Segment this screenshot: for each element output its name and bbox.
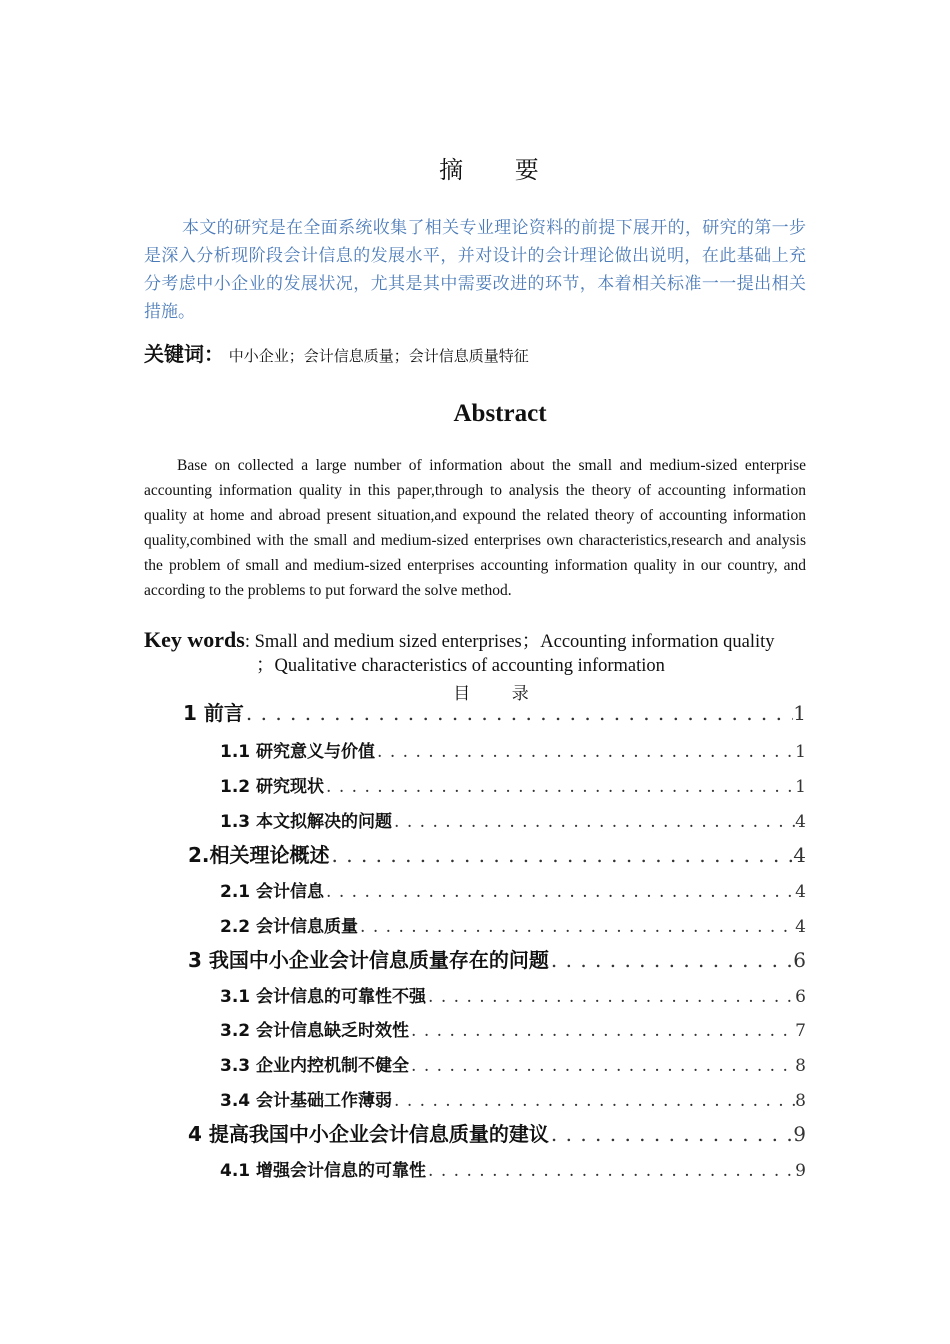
toc-entry[interactable] [220,1016,806,1041]
toc-entry-label: 3 我国中小企业会计信息质量存在的问题 [188,948,549,972]
toc-entry-page: 4 [795,882,806,902]
toc-entry[interactable] [220,982,806,1007]
toc-leader [426,1161,795,1181]
toc-entry-page: 4 [795,917,806,937]
toc-entry[interactable] [188,944,806,973]
toc-leader [324,777,795,797]
toc-entry-label: 3.4 会计基础工作薄弱 [220,1091,393,1111]
toc-leader [392,1091,795,1111]
toc-entry-page: 9 [793,1122,806,1146]
toc-entry[interactable] [220,737,806,762]
toc-entry-page: 1 [795,742,806,762]
toc-entry-label: 4.1 增强会计信息的可靠性 [220,1161,427,1181]
toc-leader [426,987,795,1007]
toc-entry[interactable] [188,839,806,868]
toc-entry-page: 8 [795,1056,806,1076]
keywords-en-label: Key words [144,627,245,652]
toc-entry-label: 3.3 企业内控机制不健全 [220,1056,410,1076]
abstract-en-title: Abstract [453,400,547,427]
toc-leader [324,882,795,902]
abstract-en-body: Base on collected a large number of information about the small and medium-sized enterprise accounting information quality in this paper,through to analysis the theory of accounting information quality at home and abroad present situation,and expound the related theory of accounting information quality,combined with the small and medium-sized enterprises own characteristics,research and analysis the problem of small and medium-sized enterprises accounting information quality in our country, and according to the problems to put forward the solve method. [144,457,806,599]
toc-entry[interactable] [220,772,806,797]
keywords-cn [144,338,806,367]
toc-entry[interactable] [220,1156,806,1181]
toc-entry-label: 3.1 会计信息的可靠性不强 [220,987,427,1007]
toc-leader [549,948,793,972]
toc-entry[interactable] [220,1086,806,1111]
toc-entry-label: 1.2 研究现状 [220,777,325,797]
toc-entry-page: 4 [793,843,806,867]
toc-leader [409,1056,795,1076]
toc-entry-label: 2.2 会计信息质量 [220,917,359,937]
keywords-en [144,628,806,678]
toc-entry-page: 7 [795,1021,806,1041]
toc-leader [330,843,794,867]
toc-entry[interactable] [220,912,806,937]
toc-entry-page: 1 [793,701,806,725]
toc-entry-label: 2.相关理论概述 [188,843,330,867]
toc-entry-label: 3.2 会计信息缺乏时效性 [220,1021,410,1041]
toc-leader [392,812,795,832]
toc-entry[interactable] [220,877,806,902]
toc-entry-page: 8 [795,1091,806,1111]
keywords-cn-label: 关键词： [144,342,224,366]
toc-entry-page: 6 [793,948,806,972]
toc-entry-page: 9 [795,1161,806,1181]
toc-entry-label: 2.1 会计信息 [220,882,325,902]
toc-leader [409,1021,795,1041]
toc-entry-label: 1.3 本文拟解决的问题 [220,812,393,832]
keywords-cn-text: 中小企业；会计信息质量；会计信息质量特征 [228,347,529,365]
toc-entry[interactable] [183,697,806,726]
toc-title: 目 录 [453,684,547,704]
toc-entry-page: 4 [795,812,806,832]
toc-entry-label: 1 前言 [183,701,244,725]
keywords-en-line1: : Small and medium sized enterprises；Accounting information quality [244,632,775,652]
toc-entry[interactable] [188,1118,806,1147]
toc-entry[interactable] [220,807,806,832]
abstract-cn-body: 本文的研究是在全面系统收集了相关专业理论资料的前提下展开的，研究的第一步是深入分析现阶段会计信息的发展水平，并对设计的会计理论做出说明，在此基础上充分考虑中小企业的发展状况，尤其是其中需要改进的环节，本着相关标准一一提出相关措施。 [144,218,806,322]
keywords-en-line2: ；Qualitative characteristics of accounting information [256,656,665,676]
toc-entry[interactable] [220,1051,806,1076]
toc-leader [375,742,795,762]
abstract-cn-title: 摘 要 [439,156,561,184]
toc-entry-label: 4 提高我国中小企业会计信息质量的建议 [188,1122,549,1146]
toc-entry-page: 1 [795,777,806,797]
toc-entry-label: 1.1 研究意义与价值 [220,742,376,762]
toc-leader [549,1122,793,1146]
toc-leader [244,701,793,725]
toc-entry-page: 6 [795,987,806,1007]
toc-leader [358,917,795,937]
